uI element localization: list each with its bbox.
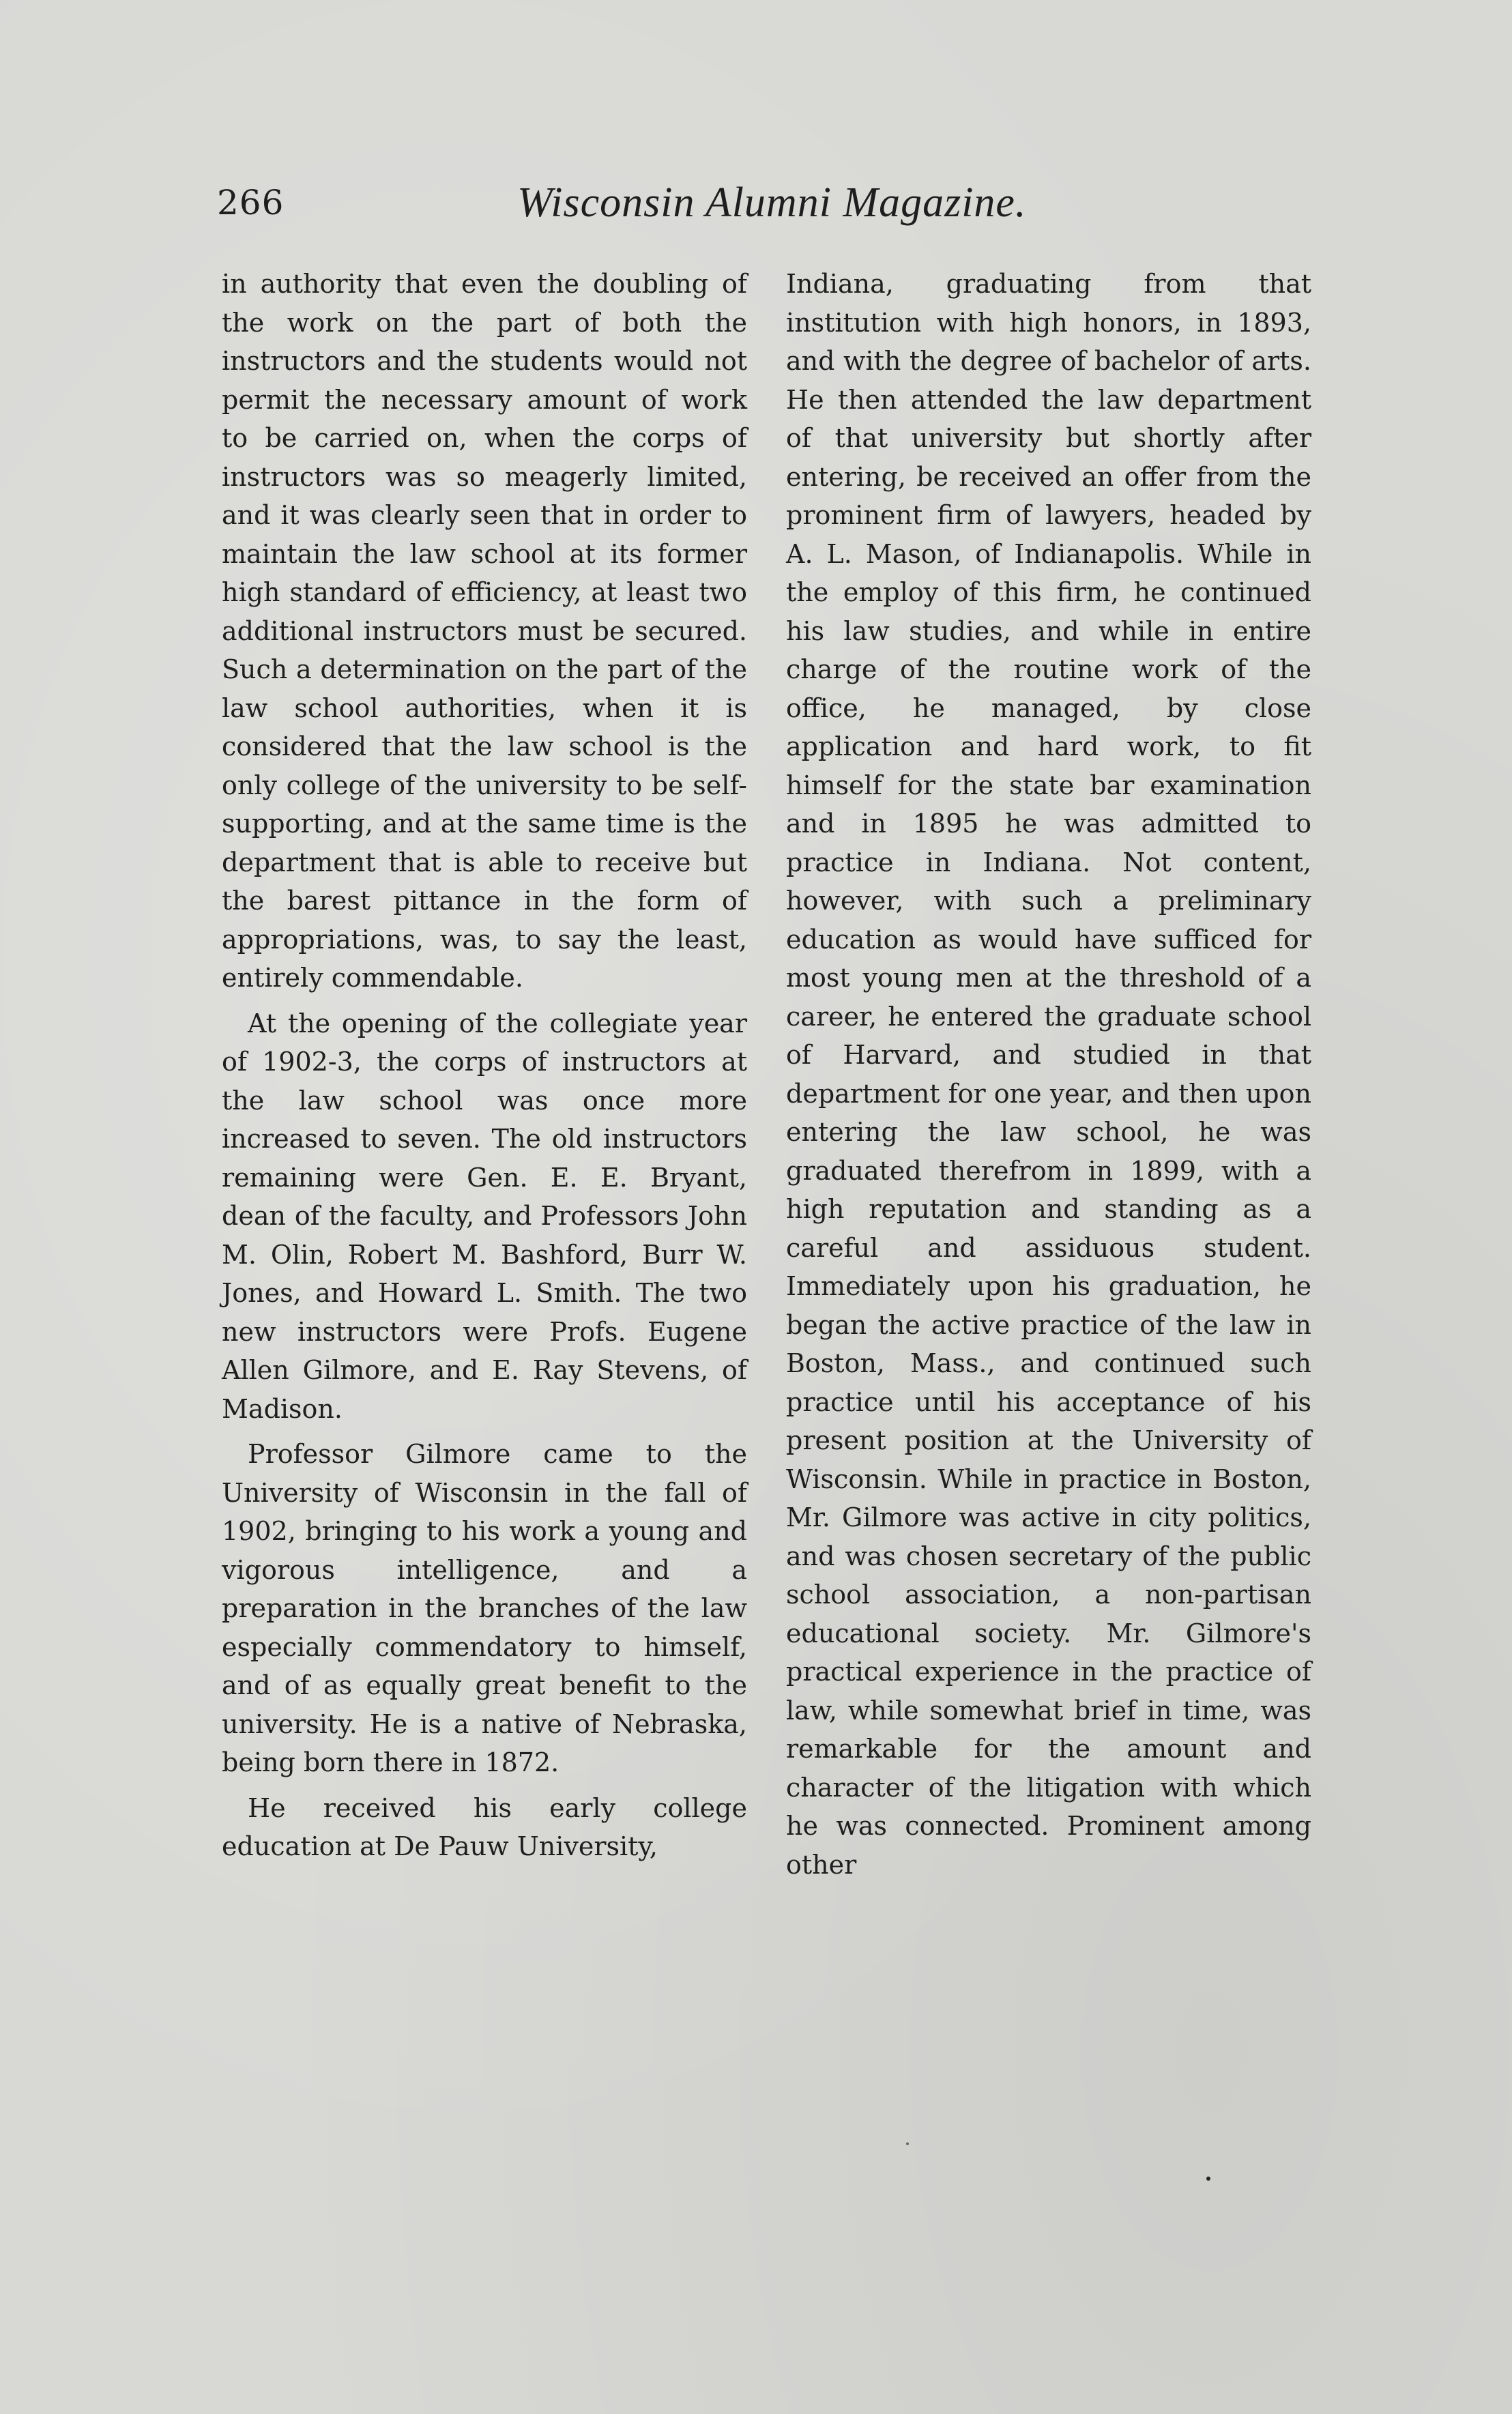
paragraph: in authority that even the doubling of the work on the part of both the instructors and the students would not permit the necessary amount of work to be carried on, when the corps of instructors was so meagerly limited, and it was clearly seen that in order to maintain the law school at its former high standard of efficiency, at least two additional instructors must be secured. Such a determination on the part of the law school authorities, when it is considered that the law school is the only college of the university to be self-supporting, and at the same time is the department that is able to receive but the barest pittance in the form of appropriations, was, to say the least, entirely commendable. xyxy=(222,269,747,993)
right-column xyxy=(786,265,1311,1891)
paragraph: At the opening of the collegiate year of 1902-3, the corps of instructors at the law school was once more increased to seven. The old instructors remaining were Gen. E. E. Bryant, dean of the faculty, and Professors John M. Olin, Robert M. Bashford, Burr W. Jones, and Howard L. Smith. The two new instructors were Profs. Eugene Allen Gilmore, and E. Ray Stevens, of Madison. xyxy=(222,1008,747,1424)
print-speck xyxy=(906,2142,909,2145)
running-title: Wisconsin Alumni Magazine. xyxy=(517,179,1027,226)
print-speck xyxy=(1206,2177,1210,2181)
left-column xyxy=(222,265,747,1873)
paragraph: He received his early college education at De Pauw University, xyxy=(222,1792,747,1861)
page-number: 266 xyxy=(217,183,285,222)
page-header xyxy=(217,179,1322,237)
paragraph: Professor Gilmore came to the University of Wisconsin in the fall of 1902, bringing to his work a young and vigorous intelligence, and a preparation in the branches of the law especially commendatory to himself, and of as equally great benefit to the university. He is a native of Nebraska, being born there in 1872. xyxy=(222,1439,747,1777)
paragraph: Indiana, graduating from that institution with high honors, in 1893, and with the degree of bachelor of arts. He then attended the law department of that university but shortly after entering, be received an offer from the prominent firm of lawyers, headed by A. L. Mason, of Indianapolis. While in the employ of this firm, he continued his law studies, and while in entire charge of the routine work of the office, he managed, by close application and hard work, to fit himself for the state bar examination and in 1895 he was admitted to practice in Indiana. Not content, however, with such a preliminary education as would have sufficed for most young men at the threshold of a career, he entered the graduate school of Harvard, and studied in that department for one year, and then upon entering the law school, he was graduated therefrom in 1899, with a high reputation and standing as a careful and assiduous student. Immediately upon his graduation, he began the active practice of the law in Boston, Mass., and continued such practice until his acceptance of his present position at the University of Wisconsin. While in practice in Boston, Mr. Gilmore was active in city politics, and was chosen secretary of the public school association, a non-partisan educational society. Mr. Gilmore's practical experience in the practice of law, while somewhat brief in time, was remarkable for the amount and character of the litigation with which he was connected. Prominent among other xyxy=(786,269,1311,1880)
